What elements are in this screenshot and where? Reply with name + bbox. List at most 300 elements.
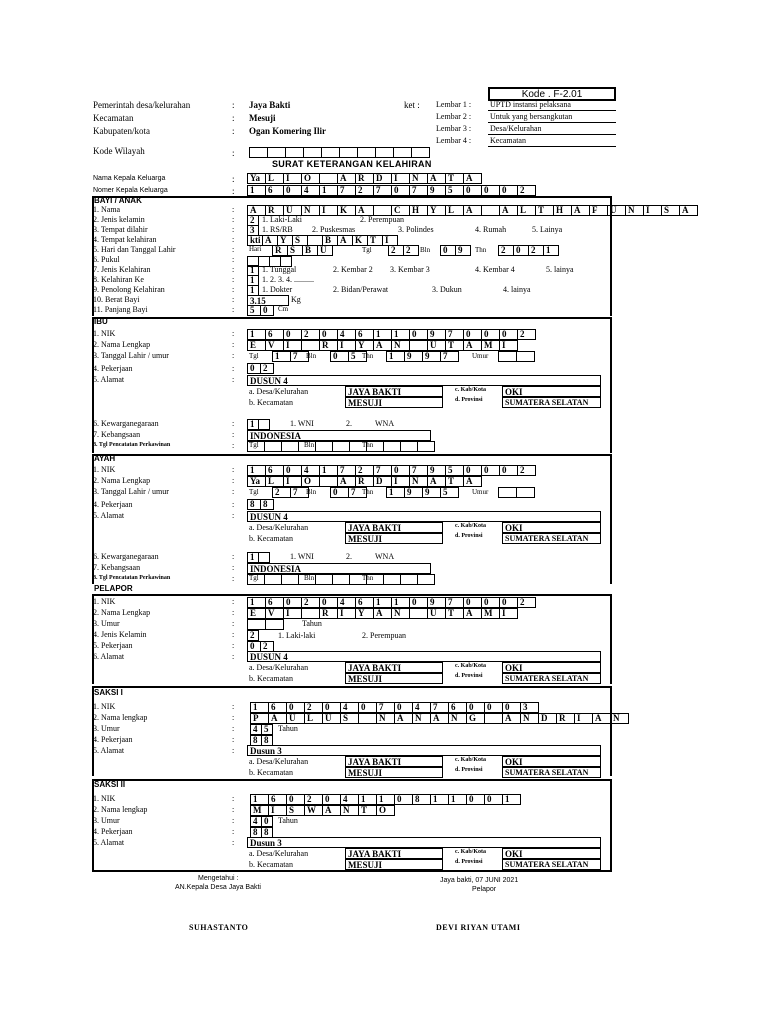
bayi-field-label: 5. Hari dan Tanggal Lahir <box>93 245 176 254</box>
char-cell: A <box>499 205 518 216</box>
kec-label: b. Kecamatan <box>249 398 293 407</box>
colon: : <box>232 652 235 661</box>
char-cell: 0 <box>283 329 302 340</box>
char-cell: I <box>643 205 662 216</box>
char-cell: I <box>283 608 302 619</box>
jenis-opt: 5. lainya <box>546 265 574 274</box>
pelapor-kec: MESUJI <box>345 673 443 684</box>
nama-kk-label: Nama Kepala Keluarga <box>93 175 166 182</box>
char-cell: A <box>463 476 482 487</box>
penolong-opt: 2. Bidan/Perawat <box>333 285 389 294</box>
kabupaten-value: Ogan Komering Ilir <box>249 126 326 136</box>
prov-label: d. Provinsi <box>455 533 483 539</box>
char-cell: N <box>412 713 431 724</box>
char-cell: 0 <box>499 329 518 340</box>
char-cell: 7 <box>373 185 392 196</box>
ibu-field-label: 2. Nama Lengkap <box>93 340 151 349</box>
char-cell: 0 <box>394 702 413 713</box>
colon: : <box>232 126 235 136</box>
char-cell: 1 <box>386 487 405 498</box>
saksi2-umur-cells <box>250 816 273 827</box>
char-cell: I <box>283 476 302 487</box>
bln-label: Bln <box>304 574 315 582</box>
nama-kk-cells <box>247 173 482 184</box>
desa-label: a. Desa/Kelurahan <box>249 523 309 532</box>
char-cell <box>358 713 377 724</box>
signatory-left: SUHASTANTO <box>189 923 249 932</box>
char-cell: 5 <box>445 465 464 476</box>
section-divider <box>92 779 612 781</box>
colon: : <box>232 245 235 254</box>
char-cell: 0 <box>319 597 338 608</box>
saksi1-alamat: Dusun 3 <box>247 745 601 756</box>
char-cell: N <box>301 205 320 216</box>
kab-label: c. Kab/Kota <box>455 757 486 763</box>
lembar-4-value: Kecamatan <box>490 136 526 145</box>
char-cell: U <box>283 205 302 216</box>
char-cell: 8 <box>247 499 261 510</box>
char-cell <box>484 713 503 724</box>
char-cell: 1 <box>386 351 405 362</box>
char-cell: 1 <box>430 794 449 805</box>
saksi-field-label: 4. Pekerjaan <box>93 735 133 744</box>
char-cell: R <box>355 476 374 487</box>
colon: : <box>232 713 235 722</box>
char-cell: 7 <box>445 597 464 608</box>
saksi-field-label: 4. Pekerjaan <box>93 827 133 836</box>
char-cell: 0 <box>481 329 500 340</box>
lembar-3-label: Lembar 3 : <box>436 124 472 133</box>
char-cell: 1 <box>543 245 559 256</box>
char-cell: 0 <box>358 702 377 713</box>
char-cell: 0 <box>283 597 302 608</box>
bln-label: Bln <box>306 352 317 360</box>
saksi2-nik-cells <box>250 794 521 805</box>
char-cell: 0 <box>463 597 482 608</box>
ibu-prov: SUMATERA SELATAN <box>502 397 601 408</box>
saksi1-prov: SUMATERA SELATAN <box>502 767 601 778</box>
kec-label: b. Kecamatan <box>249 534 293 543</box>
desa-label: a. Desa/Kelurahan <box>249 663 309 672</box>
kab-label: c. Kab/Kota <box>455 849 486 855</box>
colon: : <box>232 487 235 496</box>
char-cell: D <box>373 476 392 487</box>
saksi1-nama-cells <box>250 713 629 724</box>
saksi2-desa: JAYA BAKTI <box>345 848 443 859</box>
ibu-bangsa: INDONESIA <box>247 430 431 441</box>
saksi-field-label: 1. NIK <box>93 794 116 803</box>
char-cell: 1 <box>391 597 410 608</box>
char-cell: 0 <box>261 816 273 827</box>
colon: : <box>232 563 235 572</box>
section-border <box>92 779 94 871</box>
char-cell: 0 <box>283 185 302 196</box>
umur-cells <box>498 351 535 362</box>
char-cell: A <box>355 205 374 216</box>
colon: : <box>232 702 235 711</box>
wna-option: WNA <box>375 552 395 561</box>
pelapor-field-label: 6. Alamat <box>93 652 125 661</box>
pelapor-field-label: 2. Nama Lengkap <box>93 608 151 617</box>
ke-opts: 1. 2. 3. 4. .......... <box>262 275 314 284</box>
char-cell: 1 <box>502 794 521 805</box>
bln-label: Bln <box>306 488 317 496</box>
char-cell: U <box>427 340 446 351</box>
kab-label: c. Kab/Kota <box>455 663 486 669</box>
kode-wilayah-label: Kode Wilayah <box>93 146 145 156</box>
char-cell <box>319 476 338 487</box>
section-border <box>610 594 612 684</box>
char-cell: 2 <box>272 487 291 498</box>
char-cell <box>301 340 320 351</box>
colon: : <box>232 148 235 158</box>
prov-label: d. Provinsi <box>455 397 483 403</box>
colon: : <box>232 186 235 196</box>
tahun-label: Tahun <box>278 724 298 733</box>
saksi-field-label: 2. Nama lengkap <box>93 713 148 722</box>
char-cell: 1 <box>272 351 291 362</box>
ket-label: ket : <box>404 100 420 110</box>
char-cell: 7 <box>376 702 395 713</box>
kec-label: b. Kecamatan <box>249 860 293 869</box>
char-cell: 8 <box>261 735 273 746</box>
char-cell: R <box>556 713 575 724</box>
pelapor-field-label: 3. Umur <box>93 619 120 628</box>
char-cell: 2 <box>517 329 536 340</box>
bayi-field-label: 2. Jenis kelamin <box>93 215 145 224</box>
char-cell: A <box>463 340 482 351</box>
colon: : <box>232 441 235 450</box>
char-cell: 0 <box>283 465 302 476</box>
char-cell: R <box>272 245 288 256</box>
pemerintah-label: Pemerintah desa/kelurahan <box>93 100 191 110</box>
char-cell: 1 <box>358 794 377 805</box>
char-cell: 1 <box>373 597 392 608</box>
colon: : <box>232 375 235 384</box>
colon: : <box>232 113 235 123</box>
kec-label: b. Kecamatan <box>249 768 293 777</box>
char-cell: S <box>340 713 359 724</box>
char-cell: 0 <box>286 702 305 713</box>
tgl-label: Tgl <box>249 352 259 360</box>
ayah-field-label: 8. Tgl Pencatatan Perkawinan <box>93 575 171 581</box>
ayah-bangsa: INDONESIA <box>247 563 431 574</box>
char-cell: 1 <box>319 185 338 196</box>
bayi-jk-opt2: 2. Perempuan <box>360 215 404 224</box>
char-cell: 0 <box>260 305 274 316</box>
char-cell: 8 <box>250 827 262 838</box>
colon: : <box>232 364 235 373</box>
ayah-tgl-perkawinan-cells <box>247 574 435 585</box>
colon: : <box>232 641 235 650</box>
char-cell: 0 <box>322 794 341 805</box>
ayah-kec: MESUJI <box>345 533 443 544</box>
char-cell: 2 <box>304 702 323 713</box>
ibu-tgl-cells <box>272 351 309 362</box>
char-cell: 2 <box>260 363 274 374</box>
char-cell: 1 <box>247 597 266 608</box>
char-cell: L <box>265 476 284 487</box>
thn-label: Thn <box>475 246 487 254</box>
char-cell: N <box>391 608 410 619</box>
char-cell: N <box>376 713 395 724</box>
ayah-kab: OKI <box>502 522 601 533</box>
char-cell: 2 <box>517 185 536 196</box>
char-cell <box>409 608 428 619</box>
thn-label: Thn <box>362 352 374 360</box>
section-border <box>610 779 612 871</box>
tgl-label: Tgl <box>362 246 372 254</box>
char-cell: 7 <box>373 465 392 476</box>
panjang-cells <box>247 305 274 316</box>
char-cell: M <box>481 340 500 351</box>
section-border <box>610 686 612 776</box>
colon: : <box>232 838 235 847</box>
thn-label: Thn <box>362 441 374 449</box>
char-cell: I <box>268 805 287 816</box>
char-cell: A <box>679 205 698 216</box>
colon: : <box>232 724 235 733</box>
ayah-field-label: 3. Tanggal Lahir / umur <box>93 487 169 496</box>
char-cell: 0 <box>247 363 261 374</box>
char-cell: 6 <box>268 794 287 805</box>
char-cell: 6 <box>355 329 374 340</box>
char-cell: N <box>409 173 428 184</box>
bayi-penolong-cell: 1 <box>247 285 259 296</box>
bayi-tempat-opt: 5. Lainya <box>532 225 563 234</box>
char-cell: 1 <box>250 702 269 713</box>
lembar-1-value: UPTD instansi pelaksana <box>490 100 571 109</box>
char-cell: Y <box>427 205 446 216</box>
char-cell: 2 <box>355 185 374 196</box>
char-cell: A <box>571 205 590 216</box>
char-cell: 0 <box>463 185 482 196</box>
char-cell: 2 <box>301 329 320 340</box>
char-cell: 6 <box>355 597 374 608</box>
pelapor-heading: PELAPOR <box>94 584 133 593</box>
lembar-line <box>488 110 616 111</box>
char-cell: O <box>301 173 320 184</box>
char-cell: 9 <box>404 487 423 498</box>
char-cell: A <box>592 713 611 724</box>
char-cell: 0 <box>330 487 349 498</box>
thn-label: Thn <box>362 488 374 496</box>
char-cell: 4 <box>250 816 262 827</box>
char-cell: A <box>373 340 392 351</box>
section-border <box>610 454 612 584</box>
saksi2-kab: OKI <box>502 848 601 859</box>
section-border <box>610 317 612 453</box>
ayah-field-label: 1. NIK <box>93 465 116 474</box>
saksi-field-label: 2. Nama lengkap <box>93 805 148 814</box>
char-cell: 7 <box>445 329 464 340</box>
bayi-tempat-opt: 4. Rumah <box>475 225 507 234</box>
pelapor-field-label: 4. Jenis Kelamin <box>93 630 147 639</box>
lembar-2-label: Lembar 2 : <box>436 112 472 121</box>
char-cell: 5 <box>247 305 261 316</box>
char-cell: U <box>286 713 305 724</box>
char-cell: 8 <box>260 499 274 510</box>
jk-option: 1. Laki-laki <box>278 631 316 640</box>
ayah-heading: AYAH <box>94 454 116 463</box>
wni-option: 1. WNI <box>290 419 314 428</box>
tgl-label: Tgl <box>249 574 259 582</box>
section-divider <box>92 594 612 596</box>
colon: : <box>232 215 235 224</box>
char-cell: 2 <box>528 245 544 256</box>
char-cell: 2 <box>304 794 323 805</box>
ibu-heading: IBU <box>94 317 108 326</box>
char-cell: A <box>463 608 482 619</box>
colon: : <box>232 430 235 439</box>
char-cell: kti <box>247 235 263 246</box>
prov-label: d. Provinsi <box>455 767 483 773</box>
jenis-opt: 4. Kembar 4 <box>475 265 515 274</box>
ibu-field-label: 1. NIK <box>93 329 116 338</box>
ibu-nama-cells <box>247 340 518 351</box>
bayi-jk-opt1: 1. Laki-Laki <box>262 215 302 224</box>
kab-label: c. Kab/Kota <box>455 387 486 393</box>
saksi1-kab: OKI <box>502 756 601 767</box>
char-cell: L <box>265 173 284 184</box>
ibu-tgl-perkawinan-cells <box>247 441 435 452</box>
char-cell: 4 <box>301 465 320 476</box>
ayah-nama-cells <box>247 476 482 487</box>
char-cell: V <box>265 340 284 351</box>
char-cell: A <box>430 713 449 724</box>
bayi-heading: BAYI / ANAK <box>94 196 142 205</box>
char-cell: T <box>367 235 383 246</box>
kabupaten-label: Kabupaten/kota <box>93 126 150 136</box>
colon: : <box>232 100 235 110</box>
saksi2-nama-cells <box>250 805 395 816</box>
ayah-warga-cell: 1 <box>247 552 270 563</box>
ayah-desa: JAYA BAKTI <box>345 522 443 533</box>
char-cell: A <box>322 805 341 816</box>
ibu-alamat: DUSUN 4 <box>247 375 601 386</box>
ibu-field-label: 4. Pekerjaan <box>93 364 133 373</box>
saksi2-heading: SAKSI II <box>94 780 126 789</box>
jenis-opt: 1. Tunggal <box>262 265 297 274</box>
char-cell: 7 <box>337 465 356 476</box>
ayah-pekerjaan-cells <box>247 499 274 510</box>
colon: : <box>232 419 235 428</box>
bln-label: Bln <box>420 246 431 254</box>
pelapor-field-label: 1. NIK <box>93 597 116 606</box>
char-cell: Ya <box>247 476 266 487</box>
saksi1-nik-cells <box>250 702 539 713</box>
ibu-thn-cells <box>386 351 459 362</box>
saksi1-umur-cells <box>250 724 273 735</box>
pelapor-umur-cells <box>247 619 284 630</box>
char-cell: S <box>292 235 308 246</box>
bayi-thn-cells <box>498 245 559 256</box>
char-cell: 7 <box>290 487 309 498</box>
char-cell: 6 <box>265 597 284 608</box>
char-cell: N <box>391 340 410 351</box>
colon: : <box>232 476 235 485</box>
ayah-nik-cells <box>247 465 536 476</box>
char-cell <box>481 205 500 216</box>
char-cell: 9 <box>455 245 471 256</box>
char-cell: 9 <box>427 597 446 608</box>
char-cell: 6 <box>268 702 287 713</box>
char-cell: V <box>265 608 284 619</box>
thn-label: Thn <box>362 574 374 582</box>
pelapor-alamat: DUSUN 4 <box>247 651 601 662</box>
bayi-tempat-opt: 1. RS/RB <box>262 225 293 234</box>
char-cell: A <box>463 205 482 216</box>
bayi-tgl-cells <box>388 245 419 256</box>
pelapor-caption: Pelapor <box>472 886 497 893</box>
char-cell: 0 <box>440 245 456 256</box>
char-cell: 6 <box>265 185 284 196</box>
char-cell: 2 <box>301 597 320 608</box>
char-cell: L <box>445 205 464 216</box>
bln-label: Bln <box>304 441 315 449</box>
saksi2-prov: SUMATERA SELATAN <box>502 859 601 870</box>
char-cell: I <box>391 476 410 487</box>
char-cell <box>301 608 320 619</box>
section-divider <box>92 454 612 456</box>
char-cell: Y <box>355 608 374 619</box>
lembar-line <box>488 134 616 135</box>
char-cell: 1 <box>391 329 410 340</box>
char-cell: Y <box>355 340 374 351</box>
colon: : <box>232 285 235 294</box>
char-cell: T <box>445 608 464 619</box>
colon: : <box>232 305 235 314</box>
bayi-field-label: 7. Jenis Kelahiran <box>93 265 151 274</box>
wna-num: 2. <box>346 552 352 561</box>
char-cell: I <box>337 340 356 351</box>
char-cell: 0 <box>247 641 261 652</box>
prov-label: d. Provinsi <box>455 673 483 679</box>
desa-label: a. Desa/Kelurahan <box>249 757 309 766</box>
desa-label: a. Desa/Kelurahan <box>249 387 309 396</box>
char-cell: 9 <box>422 487 441 498</box>
char-cell: 4 <box>340 702 359 713</box>
char-cell: 0 <box>466 794 485 805</box>
berat-unit: Kg <box>291 295 301 304</box>
char-cell: L <box>517 205 536 216</box>
char-cell: I <box>283 173 302 184</box>
char-cell: M <box>250 805 269 816</box>
char-cell: T <box>445 340 464 351</box>
char-cell: 5 <box>445 185 464 196</box>
char-cell: N <box>448 713 467 724</box>
ayah-field-label: 4. Pekerjaan <box>93 500 133 509</box>
char-cell: 1 <box>250 794 269 805</box>
prov-label: d. Provinsi <box>455 859 483 865</box>
char-cell: 9 <box>422 351 441 362</box>
char-cell: 0 <box>502 702 521 713</box>
char-cell: N <box>520 713 539 724</box>
colon: : <box>232 174 235 184</box>
bayi-jenis-cell: 1 <box>247 265 259 276</box>
bayi-nama-cells <box>247 205 698 216</box>
char-cell: 6 <box>448 702 467 713</box>
char-cell: 4 <box>250 724 262 735</box>
char-cell: 9 <box>427 329 446 340</box>
ibu-field-label: 5. Alamat <box>93 375 125 384</box>
char-cell: 2 <box>388 245 404 256</box>
char-cell: 0 <box>409 329 428 340</box>
kab-label: c. Kab/Kota <box>455 523 486 529</box>
lembar-3-value: Desa/Kelurahan <box>490 124 542 133</box>
ibu-kab: OKI <box>502 386 601 397</box>
char-cell: 0 <box>409 597 428 608</box>
